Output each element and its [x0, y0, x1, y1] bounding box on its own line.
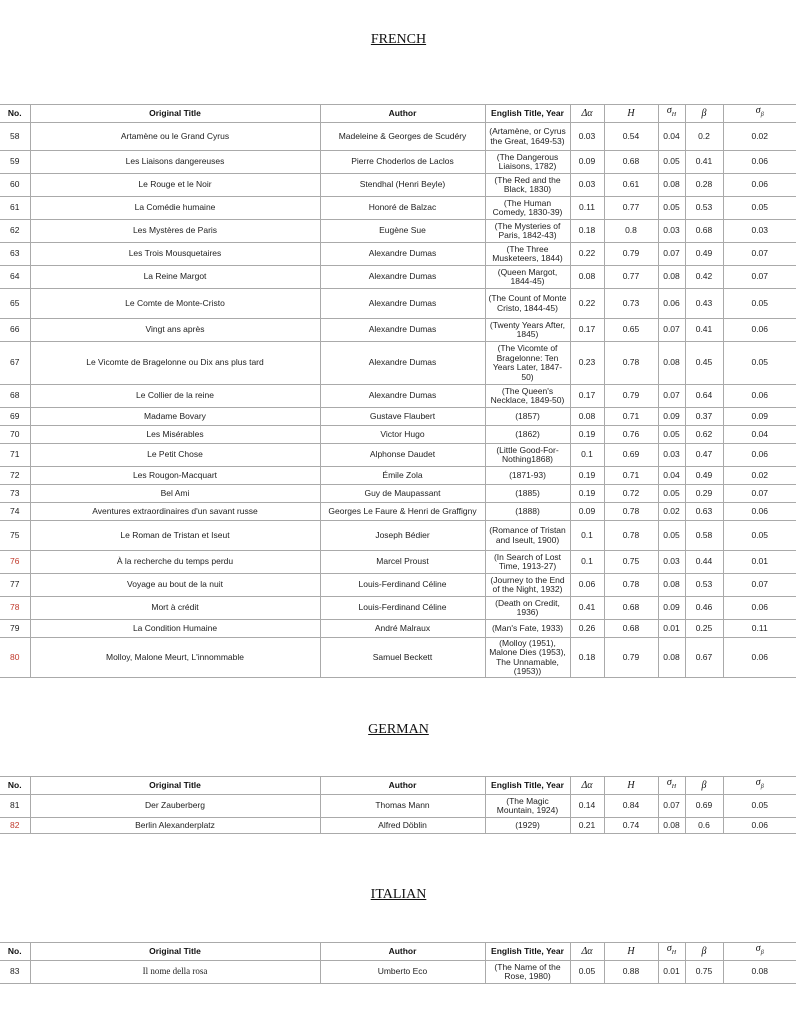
table-row — [0, 174, 796, 197]
row-number: 70 — [0, 426, 30, 444]
beta: 0.63 — [685, 503, 723, 521]
beta: 0.25 — [685, 620, 723, 638]
hurst-h: 0.78 — [604, 503, 658, 521]
hurst-h: 0.78 — [604, 342, 658, 385]
row-number: 61 — [0, 197, 30, 220]
delta-alpha: 0.03 — [570, 123, 604, 151]
original-title: Madame Bovary — [30, 408, 320, 426]
original-title: Le Collier de la reine — [30, 385, 320, 408]
row-number: 67 — [0, 342, 30, 385]
row-number: 60 — [0, 174, 30, 197]
author: Alexandre Dumas — [320, 289, 485, 319]
delta-alpha: 0.09 — [570, 503, 604, 521]
beta: 0.64 — [685, 385, 723, 408]
row-number: 65 — [0, 289, 30, 319]
original-title: À la recherche du temps perdu — [30, 551, 320, 574]
hurst-h: 0.79 — [604, 638, 658, 678]
english-title: (The Dangerous Liaisons, 1782) — [485, 151, 570, 174]
beta: 0.45 — [685, 342, 723, 385]
hurst-h: 0.68 — [604, 151, 658, 174]
table-row — [0, 266, 796, 289]
english-title: (In Search of Lost Time, 1913-27) — [485, 551, 570, 574]
row-number: 68 — [0, 385, 30, 408]
original-title: Le Comte de Monte-Cristo — [30, 289, 320, 319]
original-title: Der Zauberberg — [30, 795, 320, 818]
hurst-h: 0.8 — [604, 220, 658, 243]
sigma-h: 0.04 — [658, 467, 685, 485]
row-number: 76 — [0, 551, 30, 574]
author: André Malraux — [320, 620, 485, 638]
sigma-beta: 0.06 — [723, 638, 796, 678]
table-row — [0, 123, 796, 151]
delta-alpha: 0.05 — [570, 961, 604, 984]
table-row — [0, 551, 796, 574]
row-number: 77 — [0, 574, 30, 597]
delta-alpha: 0.08 — [570, 408, 604, 426]
sigma-beta: 0.01 — [723, 551, 796, 574]
hurst-h: 0.78 — [604, 574, 658, 597]
beta: 0.29 — [685, 485, 723, 503]
hurst-h: 0.78 — [604, 521, 658, 551]
row-number: 79 — [0, 620, 30, 638]
beta: 0.6 — [685, 818, 723, 834]
beta: 0.37 — [685, 408, 723, 426]
table-row — [0, 243, 796, 266]
sigma-beta: 0.05 — [723, 521, 796, 551]
sigma-beta: 0.07 — [723, 485, 796, 503]
sigma-h: 0.01 — [658, 961, 685, 984]
row-number: 62 — [0, 220, 30, 243]
delta-alpha: 0.19 — [570, 485, 604, 503]
row-number: 81 — [0, 795, 30, 818]
column-header-sigma-h: $\sigma_H$ — [658, 777, 685, 795]
sigma-h: 0.05 — [658, 485, 685, 503]
original-title: Le Roman de Tristan et Iseut — [30, 521, 320, 551]
delta-alpha: 0.1 — [570, 521, 604, 551]
original-title: La Condition Humaine — [30, 620, 320, 638]
hurst-h: 0.75 — [604, 551, 658, 574]
table-row — [0, 426, 796, 444]
author: Samuel Beckett — [320, 638, 485, 678]
author: Alexandre Dumas — [320, 319, 485, 342]
author: Alexandre Dumas — [320, 266, 485, 289]
author: Guy de Maupassant — [320, 485, 485, 503]
original-title: La Reine Margot — [30, 266, 320, 289]
english-title: (The Mysteries of Paris, 1842-43) — [485, 220, 570, 243]
sigma-h: 0.01 — [658, 620, 685, 638]
column-header-hurst-h: H — [604, 777, 658, 795]
sigma-beta: 0.06 — [723, 151, 796, 174]
row-number: 59 — [0, 151, 30, 174]
english-title: (Journey to the End of the Night, 1932) — [485, 574, 570, 597]
sigma-beta: 0.05 — [723, 795, 796, 818]
sigma-h: 0.09 — [658, 597, 685, 620]
author: Alexandre Dumas — [320, 385, 485, 408]
sigma-beta: 0.05 — [723, 197, 796, 220]
column-header-hurst-h: H — [604, 943, 658, 961]
delta-alpha: 0.17 — [570, 319, 604, 342]
sigma-beta: 0.05 — [723, 289, 796, 319]
delta-alpha: 0.08 — [570, 266, 604, 289]
sigma-beta: 0.05 — [723, 342, 796, 385]
sigma-beta: 0.02 — [723, 123, 796, 151]
german-section-title: GERMAN — [368, 722, 429, 737]
delta-alpha: 0.18 — [570, 638, 604, 678]
hurst-h: 0.65 — [604, 319, 658, 342]
beta: 0.42 — [685, 266, 723, 289]
sigma-beta: 0.04 — [723, 426, 796, 444]
sigma-h: 0.03 — [658, 220, 685, 243]
column-header-english-title: English Title, Year — [485, 943, 570, 961]
sigma-beta: 0.03 — [723, 220, 796, 243]
author: Madeleine & Georges de Scudéry — [320, 123, 485, 151]
table-row — [0, 818, 796, 834]
german-table — [0, 776, 796, 834]
beta: 0.49 — [685, 243, 723, 266]
original-title: Mort à crédit — [30, 597, 320, 620]
beta: 0.28 — [685, 174, 723, 197]
author: Alphonse Daudet — [320, 444, 485, 467]
original-title: Molloy, Malone Meurt, L'innommable — [30, 638, 320, 678]
row-number: 64 — [0, 266, 30, 289]
original-title: Le Rouge et le Noir — [30, 174, 320, 197]
sigma-h: 0.03 — [658, 444, 685, 467]
table-row — [0, 620, 796, 638]
italian-section-title: ITALIAN — [370, 887, 427, 902]
author: Stendhal (Henri Beyle) — [320, 174, 485, 197]
column-header-delta-alpha: Δα — [570, 943, 604, 961]
sigma-h: 0.08 — [658, 818, 685, 834]
hurst-h: 0.74 — [604, 818, 658, 834]
sigma-h: 0.02 — [658, 503, 685, 521]
sigma-beta: 0.07 — [723, 243, 796, 266]
column-header-sigma-h: $\sigma_H$ — [658, 943, 685, 961]
row-number: 63 — [0, 243, 30, 266]
beta: 0.68 — [685, 220, 723, 243]
english-title: (The Queen's Necklace, 1849-50) — [485, 385, 570, 408]
author: Louis-Ferdinand Céline — [320, 574, 485, 597]
delta-alpha: 0.14 — [570, 795, 604, 818]
author: Joseph Bédier — [320, 521, 485, 551]
delta-alpha: 0.11 — [570, 197, 604, 220]
author: Alfred Döblin — [320, 818, 485, 834]
beta: 0.53 — [685, 574, 723, 597]
table-row — [0, 485, 796, 503]
delta-alpha: 0.17 — [570, 385, 604, 408]
sigma-beta: 0.06 — [723, 174, 796, 197]
original-title: Vingt ans après — [30, 319, 320, 342]
english-title: (1871-93) — [485, 467, 570, 485]
row-number: 73 — [0, 485, 30, 503]
original-title: Les Trois Mousquetaires — [30, 243, 320, 266]
beta: 0.49 — [685, 467, 723, 485]
hurst-h: 0.68 — [604, 597, 658, 620]
column-header-hurst-h: H — [604, 105, 658, 123]
original-title: Bel Ami — [30, 485, 320, 503]
sigma-beta: 0.09 — [723, 408, 796, 426]
sigma-h: 0.06 — [658, 289, 685, 319]
sigma-h: 0.09 — [658, 408, 685, 426]
delta-alpha: 0.21 — [570, 818, 604, 834]
table-row — [0, 961, 796, 984]
table-row — [0, 289, 796, 319]
sigma-h: 0.07 — [658, 243, 685, 266]
hurst-h: 0.68 — [604, 620, 658, 638]
original-title: Il nome della rosa — [30, 961, 320, 984]
delta-alpha: 0.1 — [570, 444, 604, 467]
author: Thomas Mann — [320, 795, 485, 818]
header-row — [0, 777, 796, 795]
original-title: Les Misérables — [30, 426, 320, 444]
row-number: 72 — [0, 467, 30, 485]
original-title: Artamène ou le Grand Cyrus — [30, 123, 320, 151]
table-row — [0, 408, 796, 426]
beta: 0.75 — [685, 961, 723, 984]
table-row — [0, 467, 796, 485]
english-title: (Man's Fate, 1933) — [485, 620, 570, 638]
table-row — [0, 385, 796, 408]
sigma-h: 0.07 — [658, 319, 685, 342]
column-header-original-title: Original Title — [30, 777, 320, 795]
sigma-beta: 0.06 — [723, 319, 796, 342]
table-row — [0, 574, 796, 597]
author: Émile Zola — [320, 467, 485, 485]
hurst-h: 0.77 — [604, 197, 658, 220]
column-header-beta: β — [685, 105, 723, 123]
original-title: Le Vicomte de Bragelonne ou Dix ans plus tard — [30, 342, 320, 385]
english-title: (The Magic Mountain, 1924) — [485, 795, 570, 818]
beta: 0.67 — [685, 638, 723, 678]
delta-alpha: 0.18 — [570, 220, 604, 243]
row-number: 69 — [0, 408, 30, 426]
sigma-h: 0.08 — [658, 638, 685, 678]
column-header-original-title: Original Title — [30, 105, 320, 123]
row-number: 78 — [0, 597, 30, 620]
author: Alexandre Dumas — [320, 342, 485, 385]
hurst-h: 0.71 — [604, 467, 658, 485]
beta: 0.58 — [685, 521, 723, 551]
column-header-english-title: English Title, Year — [485, 777, 570, 795]
author: Marcel Proust — [320, 551, 485, 574]
author: Louis-Ferdinand Céline — [320, 597, 485, 620]
english-title: (Romance of Tristan and Iseult, 1900) — [485, 521, 570, 551]
beta: 0.2 — [685, 123, 723, 151]
column-header-sigma-beta: $\sigma_\beta$ — [723, 105, 796, 123]
author: Gustave Flaubert — [320, 408, 485, 426]
hurst-h: 0.73 — [604, 289, 658, 319]
hurst-h: 0.84 — [604, 795, 658, 818]
hurst-h: 0.77 — [604, 266, 658, 289]
original-title: La Comédie humaine — [30, 197, 320, 220]
french-table — [0, 104, 796, 678]
author: Honoré de Balzac — [320, 197, 485, 220]
sigma-h: 0.08 — [658, 574, 685, 597]
english-title: (Twenty Years After, 1845) — [485, 319, 570, 342]
row-number: 58 — [0, 123, 30, 151]
english-title: (The Count of Monte Cristo, 1844-45) — [485, 289, 570, 319]
sigma-h: 0.05 — [658, 426, 685, 444]
original-title: Voyage au bout de la nuit — [30, 574, 320, 597]
original-title: Les Mystères de Paris — [30, 220, 320, 243]
hurst-h: 0.54 — [604, 123, 658, 151]
sigma-h: 0.08 — [658, 266, 685, 289]
table-row — [0, 319, 796, 342]
column-header-row-number: No. — [0, 943, 30, 961]
row-number: 75 — [0, 521, 30, 551]
column-header-original-title: Original Title — [30, 943, 320, 961]
hurst-h: 0.61 — [604, 174, 658, 197]
beta: 0.53 — [685, 197, 723, 220]
english-title: (Little Good-For-Nothing1868) — [485, 444, 570, 467]
column-header-sigma-beta: $\sigma_\beta$ — [723, 777, 796, 795]
table-row — [0, 795, 796, 818]
hurst-h: 0.72 — [604, 485, 658, 503]
delta-alpha: 0.26 — [570, 620, 604, 638]
sigma-h: 0.08 — [658, 174, 685, 197]
column-header-delta-alpha: Δα — [570, 777, 604, 795]
column-header-row-number: No. — [0, 777, 30, 795]
sigma-h: 0.04 — [658, 123, 685, 151]
english-title: (Artamène, or Cyrus the Great, 1649-53) — [485, 123, 570, 151]
sigma-h: 0.05 — [658, 151, 685, 174]
italian-table — [0, 942, 796, 984]
author: Victor Hugo — [320, 426, 485, 444]
original-title: Les Liaisons dangereuses — [30, 151, 320, 174]
sigma-beta: 0.07 — [723, 574, 796, 597]
hurst-h: 0.79 — [604, 385, 658, 408]
row-number: 83 — [0, 961, 30, 984]
beta: 0.43 — [685, 289, 723, 319]
original-title: Le Petit Chose — [30, 444, 320, 467]
hurst-h: 0.76 — [604, 426, 658, 444]
column-header-sigma-beta: $\sigma_\beta$ — [723, 943, 796, 961]
beta: 0.62 — [685, 426, 723, 444]
hurst-h: 0.71 — [604, 408, 658, 426]
sigma-h: 0.07 — [658, 385, 685, 408]
english-title: (The Human Comedy, 1830-39) — [485, 197, 570, 220]
table-row — [0, 197, 796, 220]
sigma-beta: 0.02 — [723, 467, 796, 485]
english-title: (The Name of the Rose, 1980) — [485, 961, 570, 984]
table-row — [0, 597, 796, 620]
delta-alpha: 0.19 — [570, 467, 604, 485]
column-header-sigma-h: $\sigma_H$ — [658, 105, 685, 123]
row-number: 66 — [0, 319, 30, 342]
english-title: (The Vicomte of Bragelonne: Ten Years Later, 1847-50) — [485, 342, 570, 385]
sigma-beta: 0.11 — [723, 620, 796, 638]
delta-alpha: 0.19 — [570, 426, 604, 444]
delta-alpha: 0.23 — [570, 342, 604, 385]
english-title: (Death on Credit, 1936) — [485, 597, 570, 620]
sigma-h: 0.03 — [658, 551, 685, 574]
table-row — [0, 503, 796, 521]
sigma-beta: 0.06 — [723, 597, 796, 620]
sigma-beta: 0.08 — [723, 961, 796, 984]
english-title: (The Red and the Black, 1830) — [485, 174, 570, 197]
table-row — [0, 521, 796, 551]
english-title: (1888) — [485, 503, 570, 521]
english-title: (Queen Margot, 1844-45) — [485, 266, 570, 289]
header-row — [0, 943, 796, 961]
english-title: (Molloy (1951), Malone Dies (1953), The Unnamable, (1953)) — [485, 638, 570, 678]
sigma-beta: 0.06 — [723, 444, 796, 467]
column-header-author: Author — [320, 105, 485, 123]
sigma-h: 0.07 — [658, 795, 685, 818]
hurst-h: 0.88 — [604, 961, 658, 984]
beta: 0.41 — [685, 319, 723, 342]
sigma-beta: 0.06 — [723, 385, 796, 408]
row-number: 82 — [0, 818, 30, 834]
english-title: (1885) — [485, 485, 570, 503]
delta-alpha: 0.22 — [570, 243, 604, 266]
author: Eugène Sue — [320, 220, 485, 243]
column-header-author: Author — [320, 777, 485, 795]
delta-alpha: 0.22 — [570, 289, 604, 319]
original-title: Les Rougon-Macquart — [30, 467, 320, 485]
row-number: 80 — [0, 638, 30, 678]
english-title: (1929) — [485, 818, 570, 834]
original-title: Berlin Alexanderplatz — [30, 818, 320, 834]
column-header-row-number: No. — [0, 105, 30, 123]
author: Alexandre Dumas — [320, 243, 485, 266]
beta: 0.69 — [685, 795, 723, 818]
beta: 0.44 — [685, 551, 723, 574]
row-number: 71 — [0, 444, 30, 467]
english-title: (1862) — [485, 426, 570, 444]
table-row — [0, 342, 796, 385]
column-header-author: Author — [320, 943, 485, 961]
delta-alpha: 0.09 — [570, 151, 604, 174]
hurst-h: 0.79 — [604, 243, 658, 266]
beta: 0.41 — [685, 151, 723, 174]
french-section-title: FRENCH — [370, 32, 427, 47]
sigma-h: 0.08 — [658, 342, 685, 385]
hurst-h: 0.69 — [604, 444, 658, 467]
sigma-beta: 0.06 — [723, 503, 796, 521]
delta-alpha: 0.1 — [570, 551, 604, 574]
header-row — [0, 105, 796, 123]
sigma-beta: 0.06 — [723, 818, 796, 834]
beta: 0.47 — [685, 444, 723, 467]
column-header-beta: β — [685, 943, 723, 961]
sigma-h: 0.05 — [658, 521, 685, 551]
author: Umberto Eco — [320, 961, 485, 984]
beta: 0.46 — [685, 597, 723, 620]
delta-alpha: 0.06 — [570, 574, 604, 597]
sigma-beta: 0.07 — [723, 266, 796, 289]
table-row — [0, 151, 796, 174]
table-row — [0, 638, 796, 678]
delta-alpha: 0.03 — [570, 174, 604, 197]
sigma-h: 0.05 — [658, 197, 685, 220]
column-header-english-title: English Title, Year — [485, 105, 570, 123]
row-number: 74 — [0, 503, 30, 521]
original-title: Aventures extraordinaires d'un savant russe — [30, 503, 320, 521]
author: Pierre Choderlos de Laclos — [320, 151, 485, 174]
column-header-delta-alpha: Δα — [570, 105, 604, 123]
table-row — [0, 220, 796, 243]
english-title: (The Three Musketeers, 1844) — [485, 243, 570, 266]
english-title: (1857) — [485, 408, 570, 426]
column-header-beta: β — [685, 777, 723, 795]
delta-alpha: 0.41 — [570, 597, 604, 620]
table-row — [0, 444, 796, 467]
author: Georges Le Faure & Henri de Graffigny — [320, 503, 485, 521]
